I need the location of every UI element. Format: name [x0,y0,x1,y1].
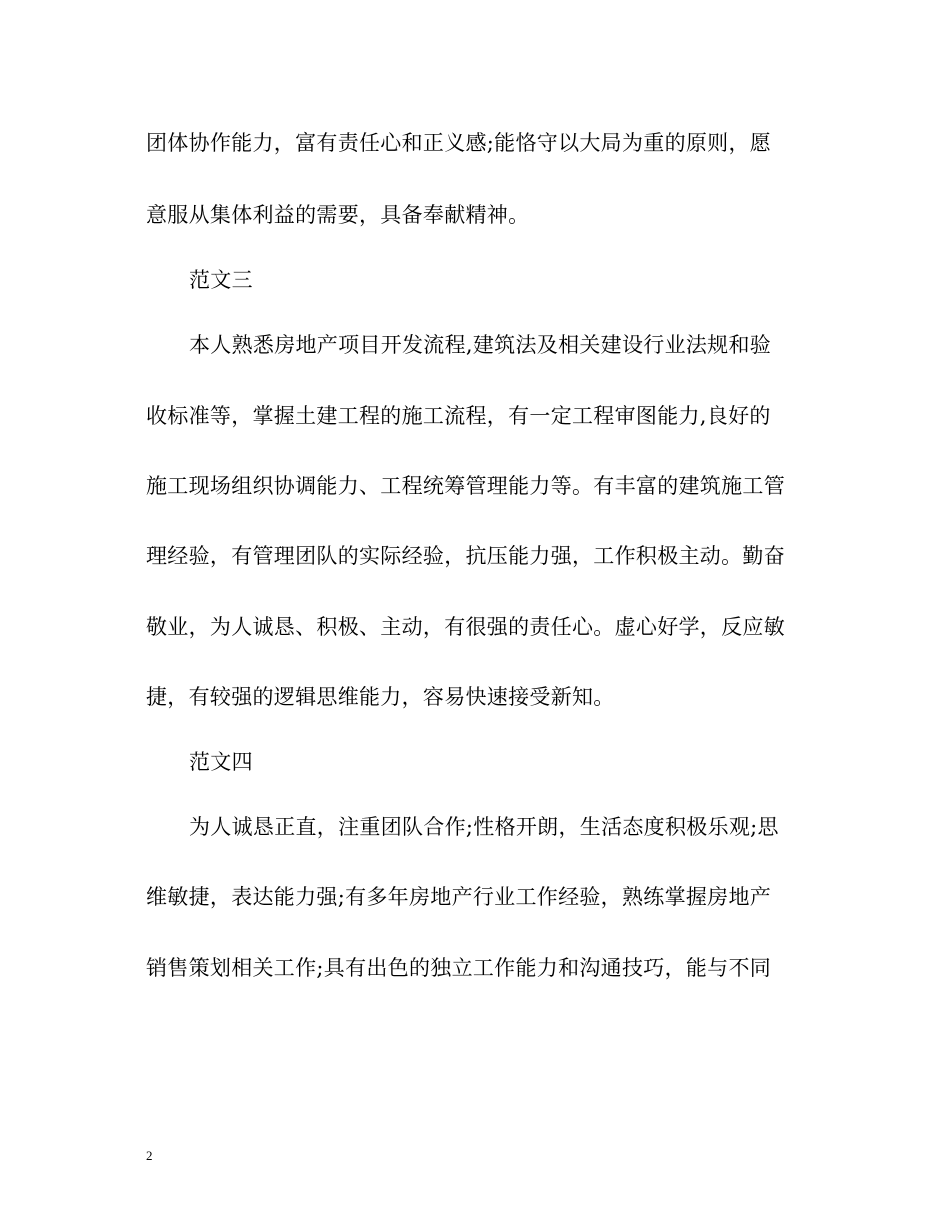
paragraph-line: 捷，有较强的逻辑思维能力，容易快速接受新知。 [146,685,615,709]
paragraph-line: 销售策划相关工作;具有出色的独立工作能力和沟通技巧，能与不同 [146,956,772,980]
paragraph-line: 维敏捷，表达能力强;有多年房地产行业工作经验，熟练掌握房地产 [146,885,772,909]
paragraph-line: 理经验，有管理团队的实际经验，抗压能力强，工作积极主动。勤奋 [146,544,785,568]
paragraph-line: 本人熟悉房地产项目开发流程,建筑法及相关建设行业法规和验 [189,333,772,357]
paragraph-line: 为人诚恳正直，注重团队合作;性格开朗，生活态度积极乐观;思 [189,815,779,839]
paragraph-line: 施工现场组织协调能力、工程统筹管理能力等。有丰富的建筑施工管 [146,474,785,498]
section-heading: 范文三 [189,268,253,292]
page-number: 2 [146,1148,153,1163]
paragraph-line: 收标准等，掌握土建工程的施工流程，有一定工程审图能力,良好的 [146,404,771,428]
paragraph-line: 敬业，为人诚恳、积极、主动，有很强的责任心。虚心好学，反应敏 [146,615,785,639]
section-heading: 范文四 [189,750,253,774]
paragraph-line: 团体协作能力，富有责任心和正义感;能恪守以大局为重的原则，愿 [146,131,772,155]
paragraph-line: 意服从集体利益的需要，具备奉献精神。 [146,203,530,227]
